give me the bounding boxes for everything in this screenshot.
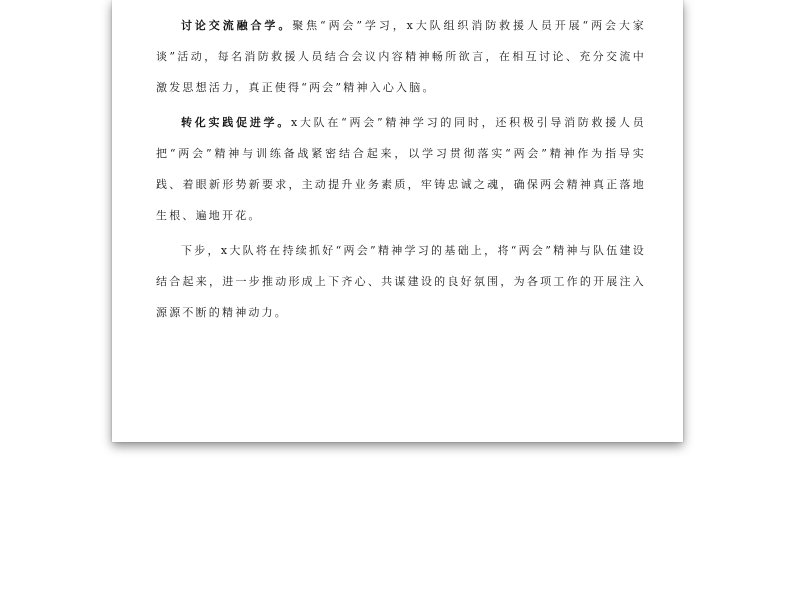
document-page <box>112 0 683 442</box>
paragraph-lead: 讨论交流融合学。 <box>181 19 293 32</box>
paragraph-lead: 转化实践促进学。 <box>181 116 291 129</box>
paragraph-discussion <box>156 10 646 103</box>
paragraph-text: 聚焦“两会”学习，x大队组织消防救援人员开展“两会大家谈”活动，每名消防救援人员结合会议内容精神畅所欲言，在相互讨论、充分交流中激发思想活力，真正使得“两会”精神入心入脑。 <box>156 19 646 94</box>
document-body <box>156 10 646 332</box>
paragraph-practice <box>156 107 646 231</box>
paragraph-next-steps <box>156 235 646 328</box>
paragraph-text: 下步，x大队将在持续抓好“两会”精神学习的基础上，将“两会”精神与队伍建设结合起来，进一步推动形成上下齐心、共谋建设的良好氛围，为各项工作的开展注入源源不断的精神动力。 <box>156 244 646 319</box>
paragraph-text: x大队在“两会”精神学习的同时，还积极引导消防救援人员把“两会”精神与训练备战紧密结合起来，以学习贯彻落实“两会”精神作为指导实践、着眼新形势新要求，主动提升业务素质，牢铸忠诚之魂，确保两会精神真正落地生根、遍地开花。 <box>156 116 646 222</box>
